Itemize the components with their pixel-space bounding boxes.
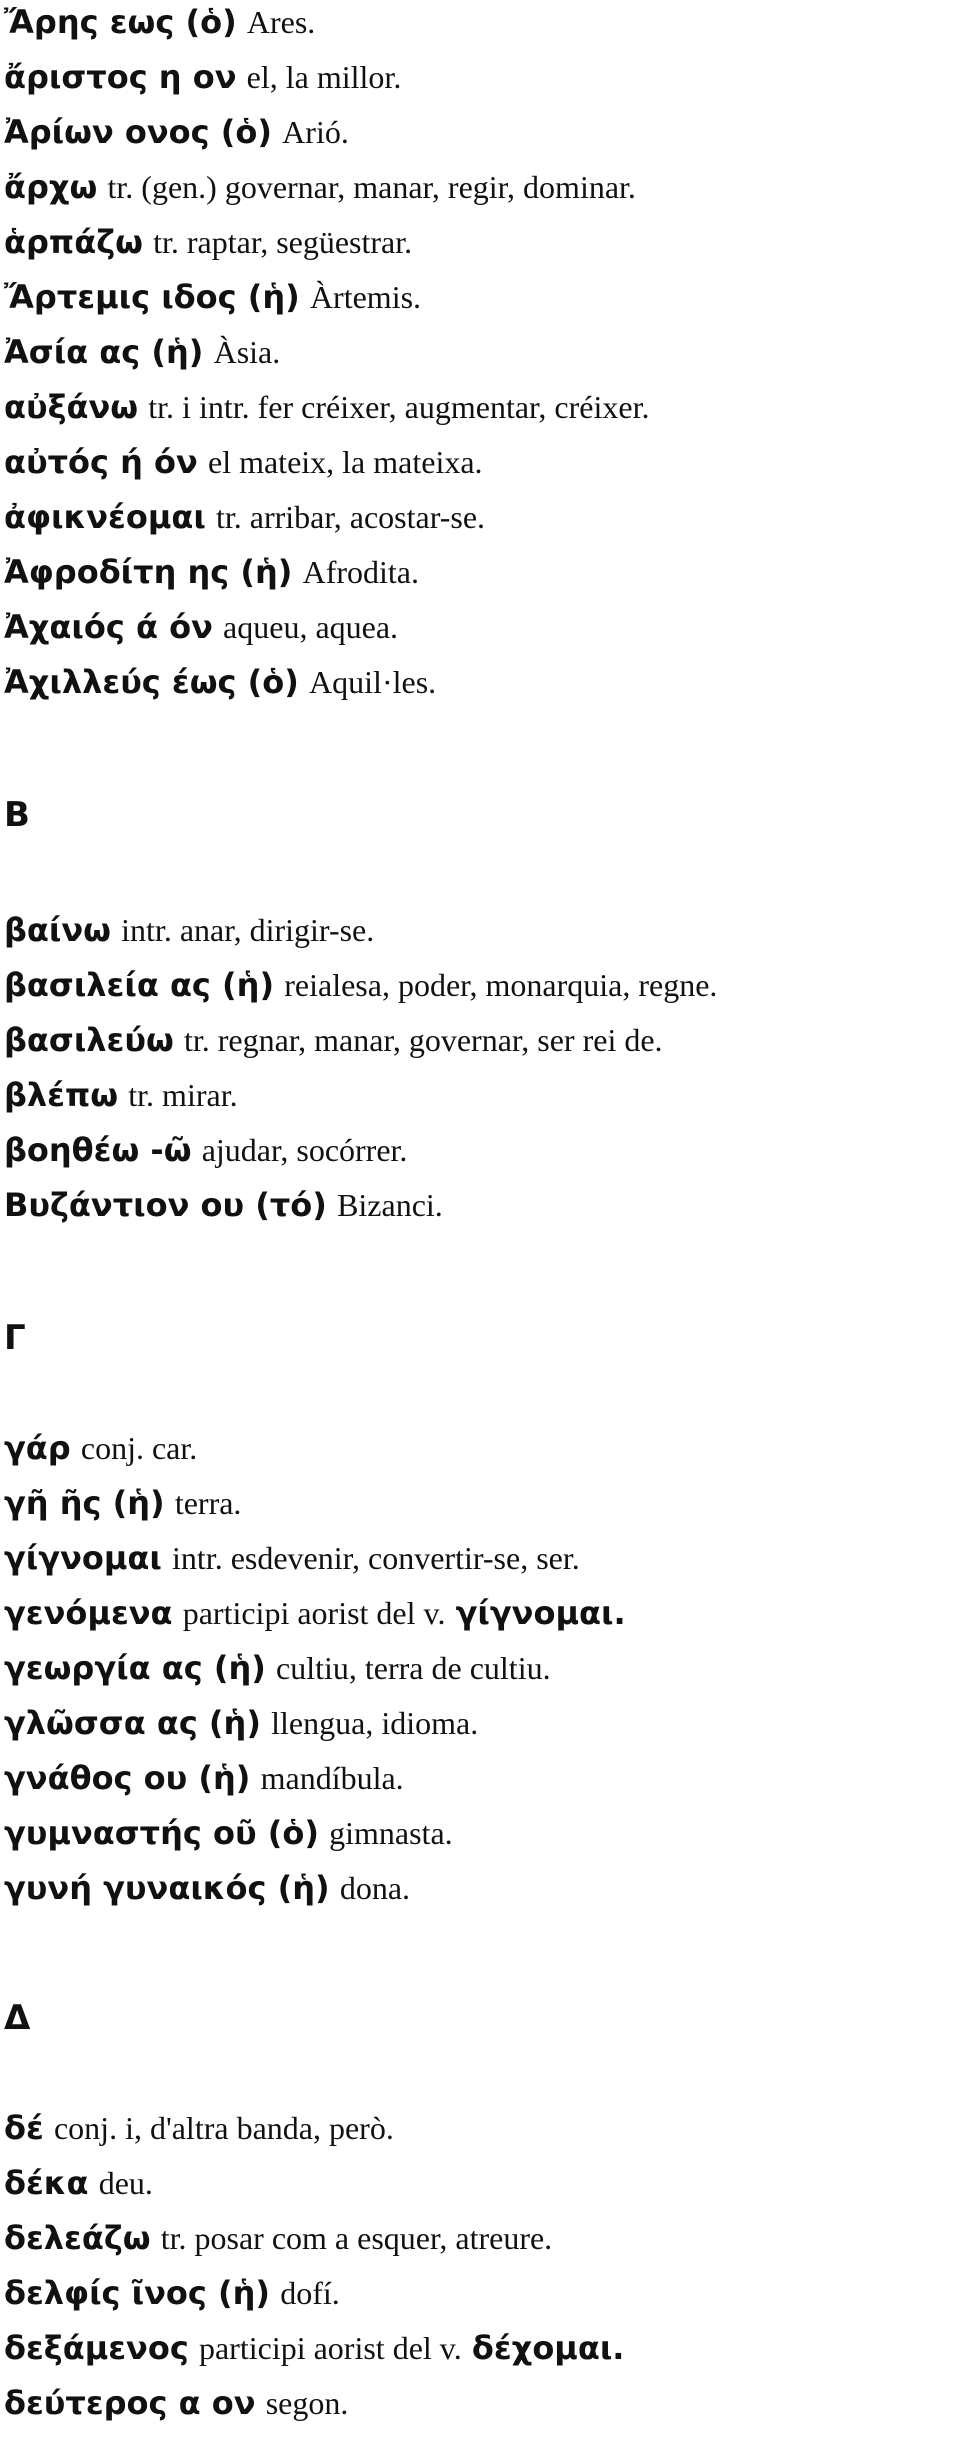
entry-lemma: βασιλεύω xyxy=(4,1021,174,1059)
entry-definition: segon. xyxy=(265,2385,349,2421)
entry-lemma: Βυζάντιον ου (τό) xyxy=(4,1186,327,1224)
dictionary-entry xyxy=(4,497,485,537)
entry-lemma: Ἀσία ας (ἡ) xyxy=(4,333,204,371)
entry-definition: intr. anar, dirigir-se. xyxy=(121,912,375,948)
entry-definition: conj. i, d'altra banda, però. xyxy=(53,2110,394,2146)
entry-lemma: ἁρπάζω xyxy=(4,223,143,261)
entry-lemma: αὐξάνω xyxy=(4,388,139,426)
entry-lemma: Ἀχιλλεύς έως (ὁ) xyxy=(4,663,299,701)
entry-lemma: δέ xyxy=(4,2109,44,2147)
dictionary-entry xyxy=(4,2218,552,2258)
dictionary-entry xyxy=(4,1483,241,1523)
dictionary-entry xyxy=(4,112,349,152)
entry-definition: Aquil·les. xyxy=(309,664,437,700)
entry-lemma: γυνή γυναικός (ἡ) xyxy=(4,1869,330,1907)
entry-lemma: ἀφικνέομαι xyxy=(4,498,206,536)
dictionary-entry xyxy=(4,910,374,950)
entry-lemma: δεξάμενος xyxy=(4,2329,189,2367)
entry-definition: Ares. xyxy=(246,4,316,40)
dictionary-entry xyxy=(4,2163,153,2203)
dictionary-entry xyxy=(4,2,315,42)
dictionary-entry xyxy=(4,1428,197,1468)
dictionary-entry xyxy=(4,2108,394,2148)
dictionary-entry xyxy=(4,1593,626,1633)
dictionary-entry xyxy=(4,2328,624,2368)
dictionary-entry xyxy=(4,222,412,262)
entry-definition: terra. xyxy=(174,1485,242,1521)
entry-lemma: γυμναστής οῦ (ὁ) xyxy=(4,1814,319,1852)
entry-definition: tr. arribar, acostar-se. xyxy=(215,499,486,535)
entry-lemma: Ἀρίων ονος (ὁ) xyxy=(4,113,272,151)
entry-definition: Bizanci. xyxy=(337,1187,443,1223)
dictionary-entry xyxy=(4,1020,663,1060)
entry-definition: mandíbula. xyxy=(260,1760,404,1796)
entry-definition: dofí. xyxy=(280,2275,340,2311)
entry-definition: gimnasta. xyxy=(329,1815,453,1851)
entry-definition: aqueu, aquea. xyxy=(223,609,399,645)
entry-lemma: γνάθος ου (ἡ) xyxy=(4,1759,251,1797)
dictionary-entry xyxy=(4,1538,580,1578)
entry-definition: reialesa, poder, monarquia, regne. xyxy=(284,967,718,1003)
entry-definition: llengua, idioma. xyxy=(271,1705,479,1741)
entry-lemma: δελεάζω xyxy=(4,2219,151,2257)
dictionary-entry xyxy=(4,1075,238,1115)
entry-definition: Àsia. xyxy=(213,334,281,370)
entry-cross-reference: δέχομαι. xyxy=(471,2329,625,2367)
section-heading-delta: Δ xyxy=(4,1998,31,2038)
dictionary-entry xyxy=(4,2383,348,2423)
entry-definition: tr. raptar, següestrar. xyxy=(153,224,413,260)
dictionary-entry xyxy=(4,442,483,482)
entry-lemma: δέκα xyxy=(4,2164,89,2202)
entry-definition: el, la millor. xyxy=(246,59,402,95)
entry-definition: Arió. xyxy=(282,114,349,150)
entry-definition: tr. (gen.) governar, manar, regir, dominar. xyxy=(107,169,636,205)
dictionary-entry xyxy=(4,2273,340,2313)
entry-definition: participi aorist del v. xyxy=(182,1595,446,1631)
entry-definition: Àrtemis. xyxy=(309,279,422,315)
dictionary-entry xyxy=(4,1813,453,1853)
entry-definition: ajudar, socórrer. xyxy=(201,1132,408,1168)
entry-lemma: βλέπω xyxy=(4,1076,119,1114)
entry-definition: tr. posar com a esquer, atreure. xyxy=(160,2220,553,2256)
dictionary-entry xyxy=(4,167,636,207)
dictionary-entry xyxy=(4,1703,478,1743)
entry-lemma: Ἄρης εως (ὁ) xyxy=(4,3,237,41)
dictionary-entry xyxy=(4,1130,407,1170)
entry-lemma: βασιλεία ας (ἡ) xyxy=(4,966,275,1004)
dictionary-entry xyxy=(4,965,717,1005)
entry-definition: participi aorist del v. xyxy=(198,2330,462,2366)
entry-lemma: ἄρχω xyxy=(4,168,98,206)
entry-definition: tr. mirar. xyxy=(128,1077,238,1113)
entry-lemma: γίγνομαι xyxy=(4,1539,162,1577)
entry-definition: intr. esdevenir, convertir-se, ser. xyxy=(172,1540,580,1576)
entry-lemma: γῆ ῆς (ἡ) xyxy=(4,1484,165,1522)
entry-cross-reference: γίγνομαι. xyxy=(455,1594,626,1632)
dictionary-entry xyxy=(4,332,280,372)
entry-lemma: γλῶσσα ας (ἡ) xyxy=(4,1704,261,1742)
dictionary-entry xyxy=(4,552,419,592)
entry-definition: tr. regnar, manar, governar, ser rei de. xyxy=(183,1022,663,1058)
entry-definition: conj. car. xyxy=(80,1430,198,1466)
entry-definition: el mateix, la mateixa. xyxy=(207,444,483,480)
entry-lemma: δεύτερος α ον xyxy=(4,2384,256,2422)
entry-lemma: γάρ xyxy=(4,1429,71,1467)
entry-definition: tr. i intr. fer créixer, augmentar, créixer. xyxy=(148,389,650,425)
entry-lemma: Ἀφροδίτη ης (ἡ) xyxy=(4,553,293,591)
entry-definition: deu. xyxy=(98,2165,153,2201)
entry-lemma: βαίνω xyxy=(4,911,111,949)
entry-lemma: Ἀχαιός ά όν xyxy=(4,608,213,646)
section-heading-gamma: Γ xyxy=(4,1318,26,1358)
dictionary-entry xyxy=(4,662,436,702)
entry-lemma: δελφίς ῖνος (ἡ) xyxy=(4,2274,271,2312)
dictionary-entry xyxy=(4,1185,443,1225)
entry-lemma: βοηθέω -ῶ xyxy=(4,1131,192,1169)
dictionary-entry xyxy=(4,607,398,647)
entry-lemma: αὐτός ή όν xyxy=(4,443,198,481)
dictionary-entry xyxy=(4,1758,404,1798)
entry-lemma: ἄριστος η ον xyxy=(4,58,237,96)
entry-definition: cultiu, terra de cultiu. xyxy=(276,1650,551,1686)
entry-lemma: γεωργία ας (ἡ) xyxy=(4,1649,266,1687)
entry-lemma: Ἄρτεμις ιδος (ἡ) xyxy=(4,278,300,316)
entry-definition: Afrodita. xyxy=(302,554,419,590)
dictionary-entry xyxy=(4,387,649,427)
section-heading-beta: Β xyxy=(4,795,30,835)
dictionary-entry xyxy=(4,1868,410,1908)
entry-definition: dona. xyxy=(339,1870,411,1906)
dictionary-entry xyxy=(4,277,421,317)
dictionary-entry xyxy=(4,57,401,97)
dictionary-entry xyxy=(4,1648,551,1688)
entry-lemma: γενόμενα xyxy=(4,1594,173,1632)
